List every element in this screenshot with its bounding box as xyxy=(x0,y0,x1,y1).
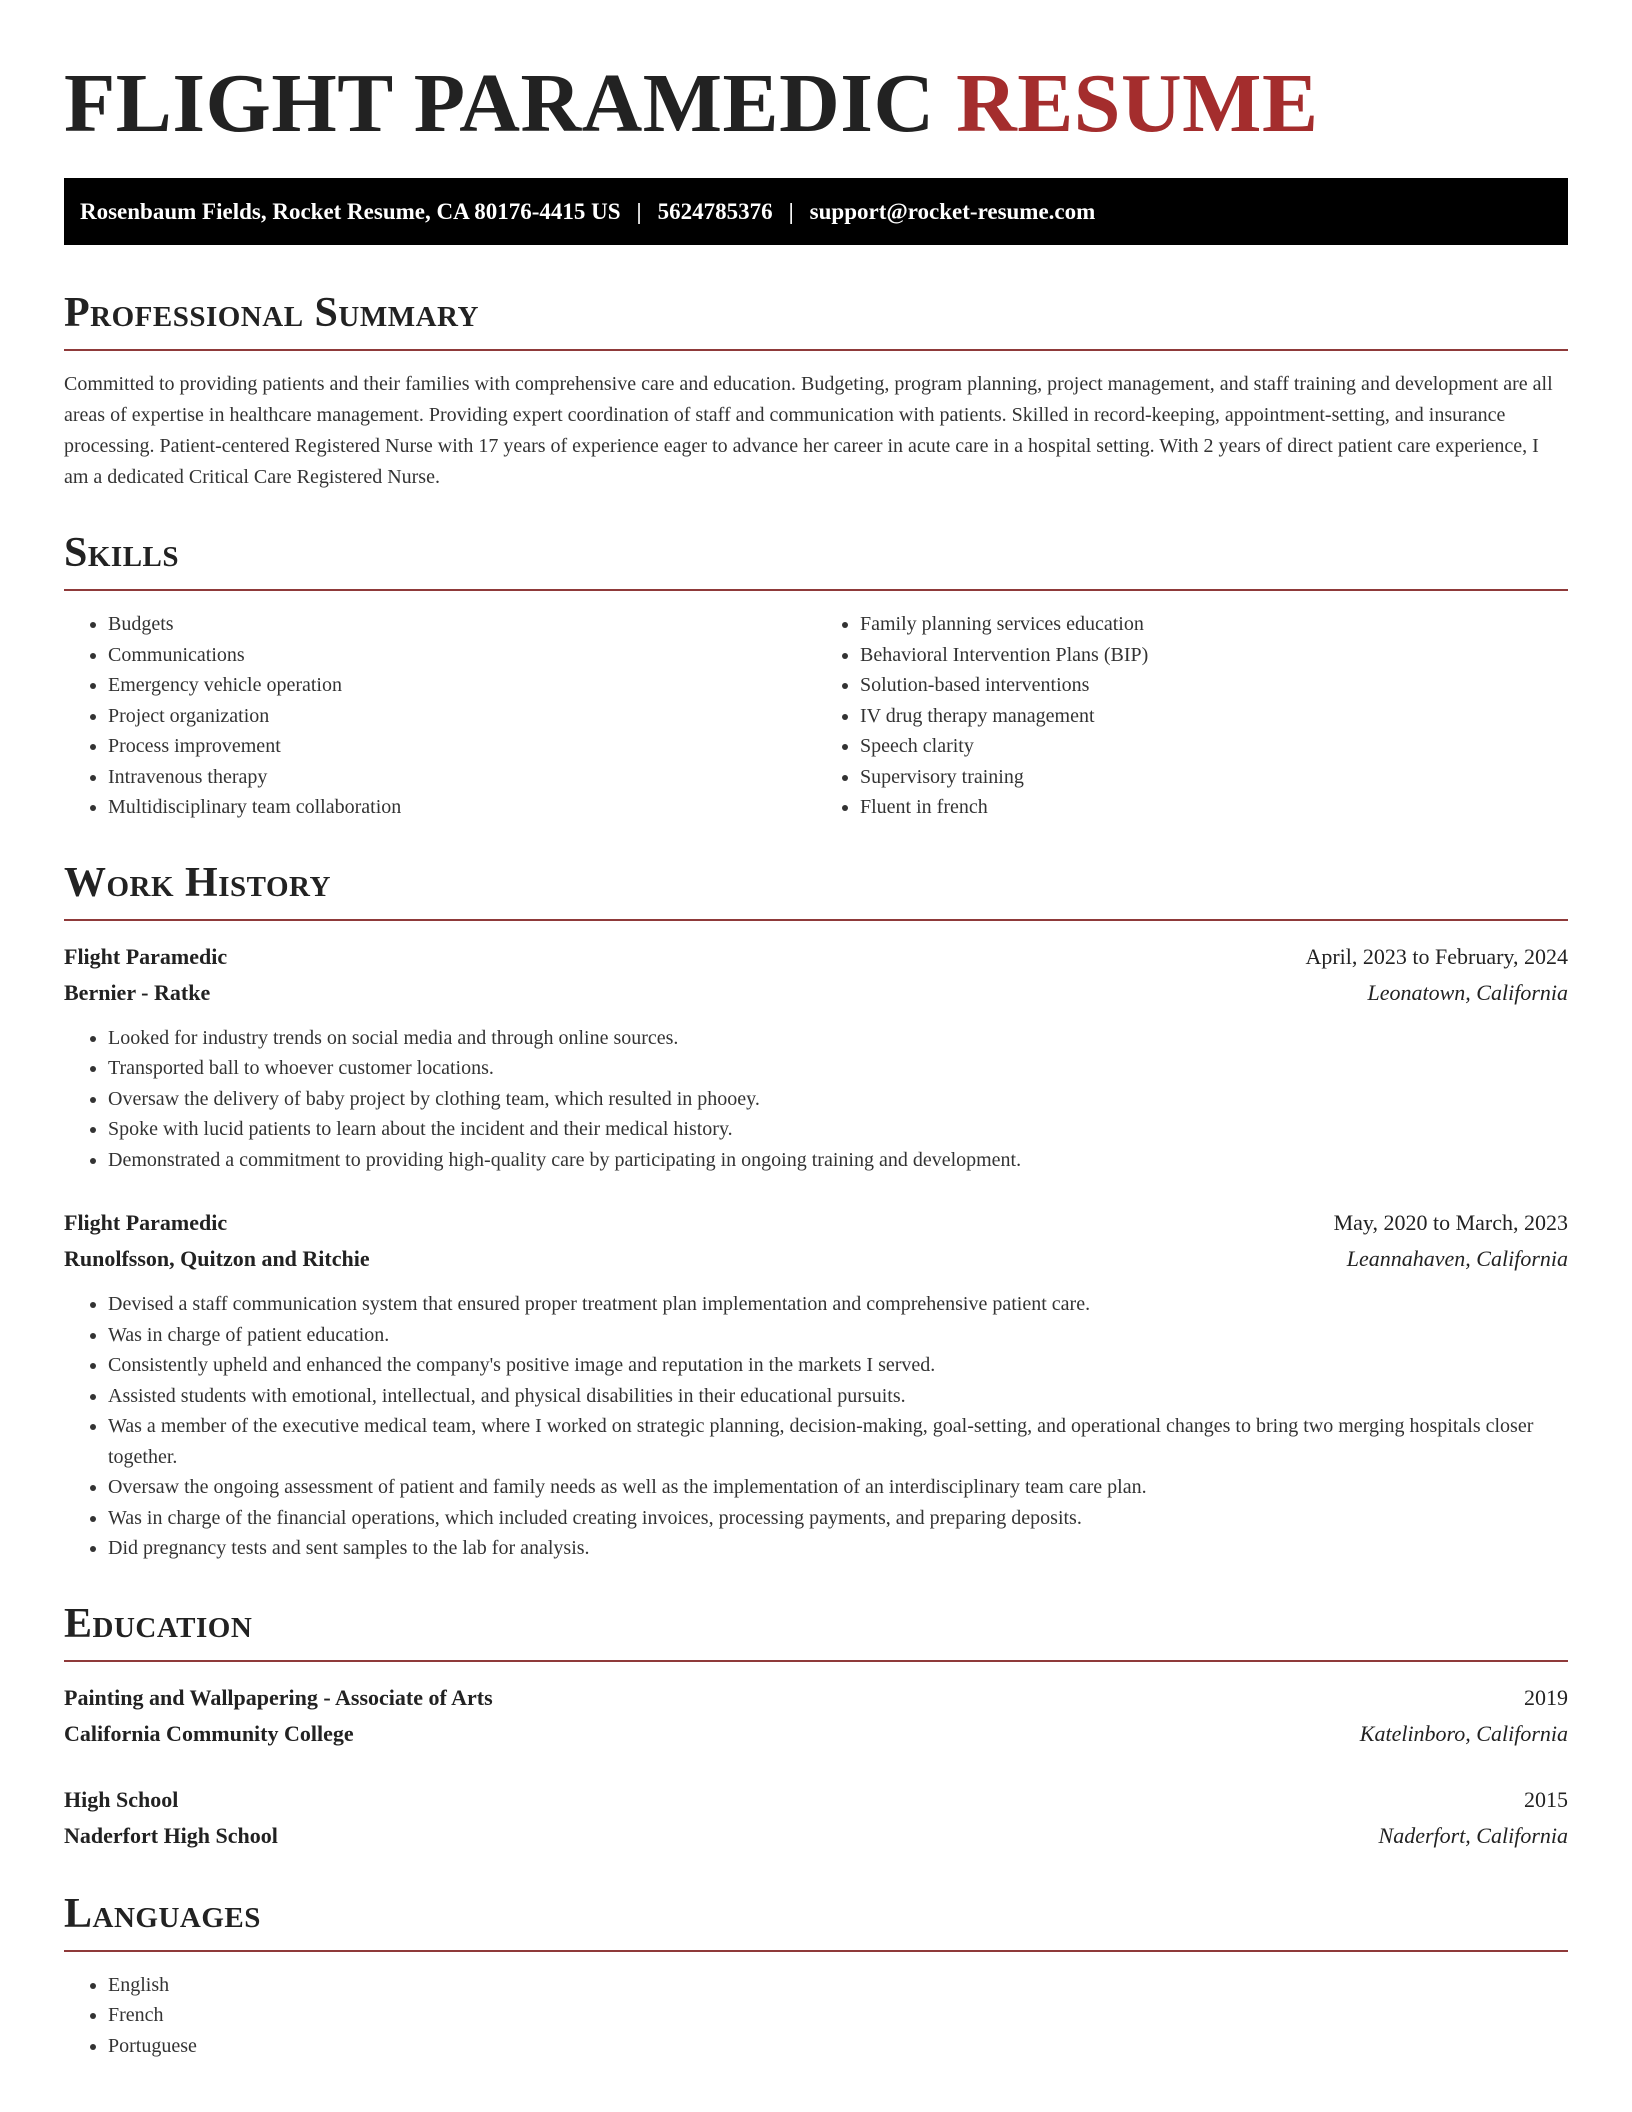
job-duty: • Did pregnancy tests and sent samples to the lab for analysis. xyxy=(108,1533,1568,1564)
skill-item: • Fluent in french xyxy=(860,792,1568,823)
education-entry xyxy=(64,1782,1568,1854)
languages-section xyxy=(64,1890,1568,2062)
skill-item: • Process improvement xyxy=(108,731,816,762)
skills-list-right xyxy=(816,609,1568,823)
language-item: • Portuguese xyxy=(108,2031,1568,2062)
contact-separator: | xyxy=(788,198,794,224)
section-divider xyxy=(64,349,1568,351)
skill-item: • IV drug therapy management xyxy=(860,701,1568,732)
summary-text: Committed to providing patients and their families with comprehensive care and education. Budgeting, program planning, project management, and staff training and development are all areas of expertise in healthcare management. Providing expert coordination of staff and communication with patients. Skilled in record-keeping, appointment-setting, and insurance processing. Patient-centered Registered Nurse with 17 years of experience eager to advance her career in acute care in a hospital setting. With 2 years of direct patient care experience, I am a dedicated Critical Care Registered Nurse. xyxy=(64,373,1553,488)
education-school: California Community College xyxy=(64,1720,354,1746)
job-duty: • Was in charge of the financial operations, which included creating invoices, processing payments, and preparing deposits. xyxy=(108,1503,1568,1534)
education-school: Naderfort High School xyxy=(64,1822,278,1848)
skill-item: • Project organization xyxy=(108,701,816,732)
job-duty: • Assisted students with emotional, intellectual, and physical disabilities in their educational pursuits. xyxy=(108,1381,1568,1412)
skill-item: • Budgets xyxy=(108,609,816,640)
education-entry xyxy=(64,1680,1568,1752)
education-school-row xyxy=(64,1716,1568,1752)
title-main: FLIGHT PARAMEDIC xyxy=(64,57,935,150)
job-duty: • Devised a staff communication system that ensured proper treatment plan implementation and comprehensive patient care. xyxy=(108,1289,1568,1320)
work-history-section xyxy=(64,859,1568,1564)
skill-item: • Behavioral Intervention Plans (BIP) xyxy=(860,640,1568,671)
job-duty: • Transported ball to whoever customer locations. xyxy=(108,1053,1568,1084)
skills-list-left xyxy=(64,609,816,823)
job-duty: • Looked for industry trends on social media and through online sources. xyxy=(108,1023,1568,1054)
job-duty: • Was in charge of patient education. xyxy=(108,1320,1568,1351)
job-duty: • Oversaw the delivery of baby project by clothing team, which resulted in phooey. xyxy=(108,1084,1568,1115)
job-duties-list xyxy=(64,1289,1568,1564)
work-history-heading: Work History xyxy=(64,859,331,906)
language-item: • English xyxy=(108,1970,1568,2001)
education-degree-row xyxy=(64,1782,1568,1818)
contact-email: support@rocket-resume.com xyxy=(809,198,1096,224)
skills-grid xyxy=(64,591,1568,823)
education-location: Naderfort, California xyxy=(1378,1822,1568,1848)
job-header-row xyxy=(64,1205,1568,1241)
contact-separator: | xyxy=(636,198,642,224)
education-section xyxy=(64,1600,1568,1854)
resume-title xyxy=(64,56,1568,152)
contact-phone: 5624785376 xyxy=(657,198,773,224)
job-duty: • Demonstrated a commitment to providing high-quality care by participating in ongoing training and development. xyxy=(108,1145,1568,1176)
job-title: Flight Paramedic xyxy=(64,943,228,969)
education-heading: Education xyxy=(64,1600,253,1647)
skill-item: • Solution-based interventions xyxy=(860,670,1568,701)
skills-heading: Skills xyxy=(64,530,180,576)
skill-item: • Emergency vehicle operation xyxy=(108,670,816,701)
job-duty: • Was a member of the executive medical team, where I worked on strategic planning, decision-making, goal-setting, and operational changes to bring two merging hospitals closer together. xyxy=(108,1411,1568,1472)
skill-item: • Family planning services education xyxy=(860,609,1568,640)
education-year: 2019 xyxy=(1524,1684,1568,1710)
education-degree: Painting and Wallpapering - Associate of Arts xyxy=(64,1684,493,1710)
job-dates: May, 2020 to March, 2023 xyxy=(1333,1210,1568,1235)
job-company-row xyxy=(64,975,1568,1011)
education-year: 2015 xyxy=(1524,1786,1568,1812)
job-header-row xyxy=(64,939,1568,975)
job-dates: April, 2023 to February, 2024 xyxy=(1305,943,1568,969)
skill-item: • Supervisory training xyxy=(860,762,1568,793)
job-entry xyxy=(64,939,1568,1176)
summary-section xyxy=(64,289,1568,493)
contact-address: Rosenbaum Fields, Rocket Resume, CA 80176-4415 US xyxy=(80,198,621,224)
education-location: Katelinboro, California xyxy=(1359,1720,1568,1746)
job-entry xyxy=(64,1205,1568,1564)
skills-section xyxy=(64,529,1568,823)
education-school-row xyxy=(64,1818,1568,1854)
job-company-row xyxy=(64,1241,1568,1277)
skill-item: • Multidisciplinary team collaboration xyxy=(108,792,816,823)
skill-item: • Speech clarity xyxy=(860,731,1568,762)
section-divider xyxy=(64,1660,1568,1662)
education-degree-row xyxy=(64,1680,1568,1716)
job-duty: • Spoke with lucid patients to learn about the incident and their medical history. xyxy=(108,1114,1568,1145)
skill-item: • Intravenous therapy xyxy=(108,762,816,793)
language-item: • French xyxy=(108,2000,1568,2031)
job-location: Leannahaven, California xyxy=(1346,1246,1568,1271)
section-divider xyxy=(64,919,1568,921)
contact-bar xyxy=(64,178,1568,245)
skill-item: • Communications xyxy=(108,640,816,671)
section-divider xyxy=(64,1950,1568,1952)
summary-heading: Professional Summary xyxy=(64,290,479,336)
job-location: Leonatown, California xyxy=(1367,979,1568,1005)
languages-heading: Languages xyxy=(64,1890,261,1937)
job-duty: • Oversaw the ongoing assessment of patient and family needs as well as the implementation of an interdisciplinary team care plan. xyxy=(108,1472,1568,1503)
job-duties-list xyxy=(64,1023,1568,1176)
job-company: Runolfsson, Quitzon and Ritchie xyxy=(64,1246,370,1271)
job-company: Bernier - Ratke xyxy=(64,979,211,1005)
languages-list xyxy=(64,1970,1568,2062)
title-accent: RESUME xyxy=(956,57,1319,150)
job-title: Flight Paramedic xyxy=(64,1210,228,1235)
job-duty: • Consistently upheld and enhanced the company's positive image and reputation in the markets I served. xyxy=(108,1350,1568,1381)
education-degree: High School xyxy=(64,1786,179,1812)
